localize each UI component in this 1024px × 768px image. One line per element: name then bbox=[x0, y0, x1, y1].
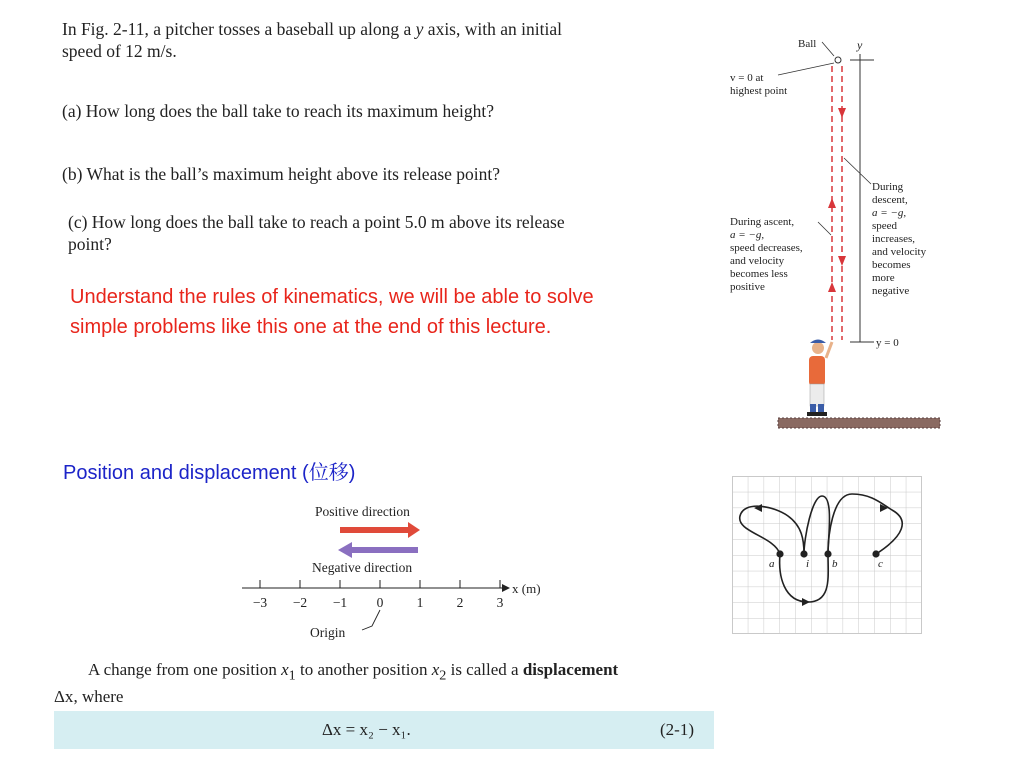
question-a: (a) How long does the ball take to reach its maximum height? bbox=[62, 101, 495, 121]
question-b: (b) What is the ball’s maximum height above its release point? bbox=[62, 164, 501, 184]
positive-arrow-icon bbox=[408, 522, 420, 538]
point-i bbox=[800, 550, 807, 557]
intro-var: y bbox=[415, 19, 424, 39]
equation-number: (2-1) bbox=[660, 720, 694, 739]
pitcher-icon bbox=[807, 340, 832, 417]
x-axis-label: x (m) bbox=[512, 581, 541, 596]
ascent-arrow-icon-2 bbox=[828, 282, 836, 292]
def-var-2: x bbox=[431, 660, 440, 679]
ascent-arrow-icon bbox=[828, 198, 836, 208]
ascent-line-4: and velocity bbox=[730, 255, 785, 267]
descent-line-6: and velocity bbox=[872, 246, 927, 258]
ascent-line-2: a = −g, bbox=[730, 229, 765, 241]
def-sub-1: 1 bbox=[288, 667, 296, 684]
negative-arrow-shaft bbox=[350, 547, 418, 553]
number-line-figure bbox=[240, 498, 560, 646]
descent-line-7: becomes bbox=[872, 259, 911, 271]
descent-arrow-icon-1 bbox=[838, 108, 846, 118]
point-a bbox=[776, 550, 783, 557]
ball-leader bbox=[822, 42, 834, 56]
tick-label: 3 bbox=[496, 595, 504, 610]
descent-line-2: descent, bbox=[872, 194, 908, 206]
point-label-i: i bbox=[806, 558, 810, 570]
descent-arrow-icon-2 bbox=[838, 256, 846, 266]
top-note-2: highest point bbox=[730, 85, 788, 97]
def-text-2: to another position bbox=[299, 660, 428, 679]
positive-arrow-shaft bbox=[340, 527, 410, 533]
intro-prefix: In Fig. 2-11, a pitcher tosses a baseball up along a bbox=[62, 19, 412, 39]
descent-leader bbox=[844, 158, 871, 184]
negative-arrow-icon bbox=[338, 542, 352, 558]
negative-direction-label: Negative direction bbox=[312, 560, 413, 575]
top-note-leader bbox=[778, 63, 834, 75]
equation: Δx = x₂ − x₁. bbox=[322, 720, 411, 739]
path-grid-figure bbox=[732, 476, 922, 634]
origin-label: Origin bbox=[310, 625, 346, 640]
def-text-3: is called a bbox=[450, 660, 519, 679]
descent-line-3: a = −g, bbox=[872, 207, 907, 219]
displacement-definition bbox=[54, 659, 744, 708]
descent-line-9: negative bbox=[872, 285, 910, 297]
y-axis-label: y bbox=[857, 38, 863, 52]
ascent-line-5: becomes less bbox=[730, 268, 788, 280]
ascent-note bbox=[730, 216, 803, 293]
def-sub-2: 2 bbox=[439, 667, 447, 684]
ascent-line-1: During ascent, bbox=[730, 216, 795, 228]
x-tick-labels bbox=[253, 595, 504, 610]
descent-line-5: increases, bbox=[872, 233, 916, 245]
ball-toss-figure bbox=[720, 30, 960, 435]
section-title: Position and displacement (位移) bbox=[63, 462, 356, 484]
tick-label: 0 bbox=[376, 595, 384, 610]
tick-label: −2 bbox=[292, 595, 308, 610]
question-c: (c) How long does the ball take to reach a point 5.0 m above its release point? bbox=[68, 212, 565, 254]
point-label-c: c bbox=[878, 558, 883, 570]
ground bbox=[778, 418, 940, 428]
def-line2-var: Δx bbox=[54, 687, 74, 707]
point-label-a: a bbox=[769, 558, 775, 570]
tick-label: 2 bbox=[456, 595, 464, 610]
point-c bbox=[872, 550, 879, 557]
ascent-line-6: positive bbox=[730, 281, 765, 293]
point-label-b: b bbox=[832, 558, 838, 570]
y-zero-label: y = 0 bbox=[876, 337, 899, 349]
descent-line-1: During bbox=[872, 181, 904, 193]
def-text-1: A change from one position bbox=[88, 660, 277, 679]
ascent-line-3: speed decreases, bbox=[730, 242, 803, 254]
ball-icon bbox=[835, 57, 841, 63]
tick-label: −3 bbox=[252, 595, 268, 610]
def-bold: displacement bbox=[522, 660, 619, 679]
x-axis-arrow-icon bbox=[502, 584, 510, 592]
descent-line-8: more bbox=[872, 272, 895, 284]
top-note-1: v = 0 at bbox=[730, 72, 764, 84]
kinematics-note: Understand the rules of kinematics, we will be able to solve simple problems like this one at the end of this lecture. bbox=[70, 286, 594, 338]
ascent-leader bbox=[818, 222, 831, 235]
tick-label: −1 bbox=[332, 595, 348, 610]
descent-line-4: speed bbox=[872, 220, 898, 232]
origin-leader bbox=[362, 610, 380, 630]
tick-label: 1 bbox=[416, 595, 424, 610]
descent-note bbox=[872, 181, 927, 297]
problem-intro bbox=[62, 18, 582, 62]
x-ticks bbox=[260, 580, 500, 588]
def-var-1: x bbox=[281, 660, 289, 679]
intro-suffix: axis, with an initial speed of 12 m/s. bbox=[62, 19, 562, 61]
positive-direction-label: Positive direction bbox=[315, 504, 410, 519]
point-b bbox=[824, 550, 831, 557]
def-line2-text: , where bbox=[73, 687, 124, 707]
ball-label: Ball bbox=[798, 38, 817, 50]
